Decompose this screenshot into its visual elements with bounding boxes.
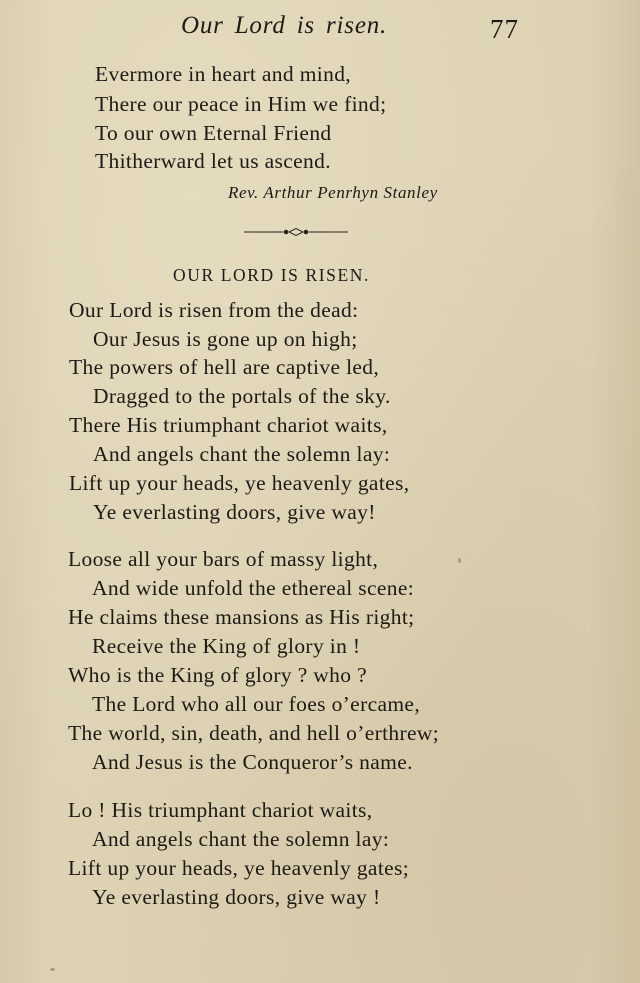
- page-number: 77: [490, 14, 519, 44]
- poem-line: There our peace in Him we find;: [95, 92, 387, 116]
- poem-line: Receive the King of glory in !: [92, 634, 361, 658]
- poem-line: The Lord who all our foes o’ercame,: [92, 692, 421, 716]
- poem-line: Ye everlasting doors, give way !: [92, 885, 381, 909]
- poem-line: Thitherward let us ascend.: [95, 149, 331, 173]
- poem-line: Our Lord is risen from the dead:: [69, 298, 359, 322]
- poem-line: The powers of hell are captive led,: [69, 355, 380, 379]
- poem-line: And Jesus is the Conqueror’s name.: [92, 750, 413, 774]
- poem-line: There His triumphant chariot waits,: [69, 413, 388, 437]
- poem-line: To our own Eternal Friend: [95, 121, 332, 145]
- poem-line: Evermore in heart and mind,: [95, 62, 352, 86]
- poem-title: OUR LORD IS RISEN.: [173, 265, 371, 285]
- poem-line: Dragged to the portals of the sky.: [93, 384, 391, 408]
- paper-speck: [458, 558, 461, 563]
- poem-line: Loose all your bars of massy light,: [68, 547, 379, 571]
- poem-line: The world, sin, death, and hell o’erthrew;: [68, 721, 440, 745]
- author-attribution: Rev. Arthur Penrhyn Stanley: [228, 183, 438, 202]
- poem-line: He claims these mansions as His right;: [68, 605, 415, 629]
- poem-line: Ye everlasting doors, give way!: [93, 500, 376, 524]
- paper-speck: [50, 968, 55, 971]
- poem-line: Our Jesus is gone up on high;: [93, 327, 358, 351]
- poem-line: And angels chant the solemn lay:: [92, 827, 390, 851]
- poem-line: And wide unfold the ethereal scene:: [92, 576, 415, 600]
- poem-line: Who is the King of glory ? who ?: [68, 663, 368, 687]
- running-head-title: Our Lord is risen.: [181, 12, 388, 39]
- poem-line: And angels chant the solemn lay:: [93, 442, 391, 466]
- poem-line: Lo ! His triumphant chariot waits,: [68, 798, 373, 822]
- poem-line: Lift up your heads, ye heavenly gates,: [69, 471, 410, 495]
- poem-line: Lift up your heads, ye heavenly gates;: [68, 856, 410, 880]
- ornament-divider-icon: [244, 226, 348, 238]
